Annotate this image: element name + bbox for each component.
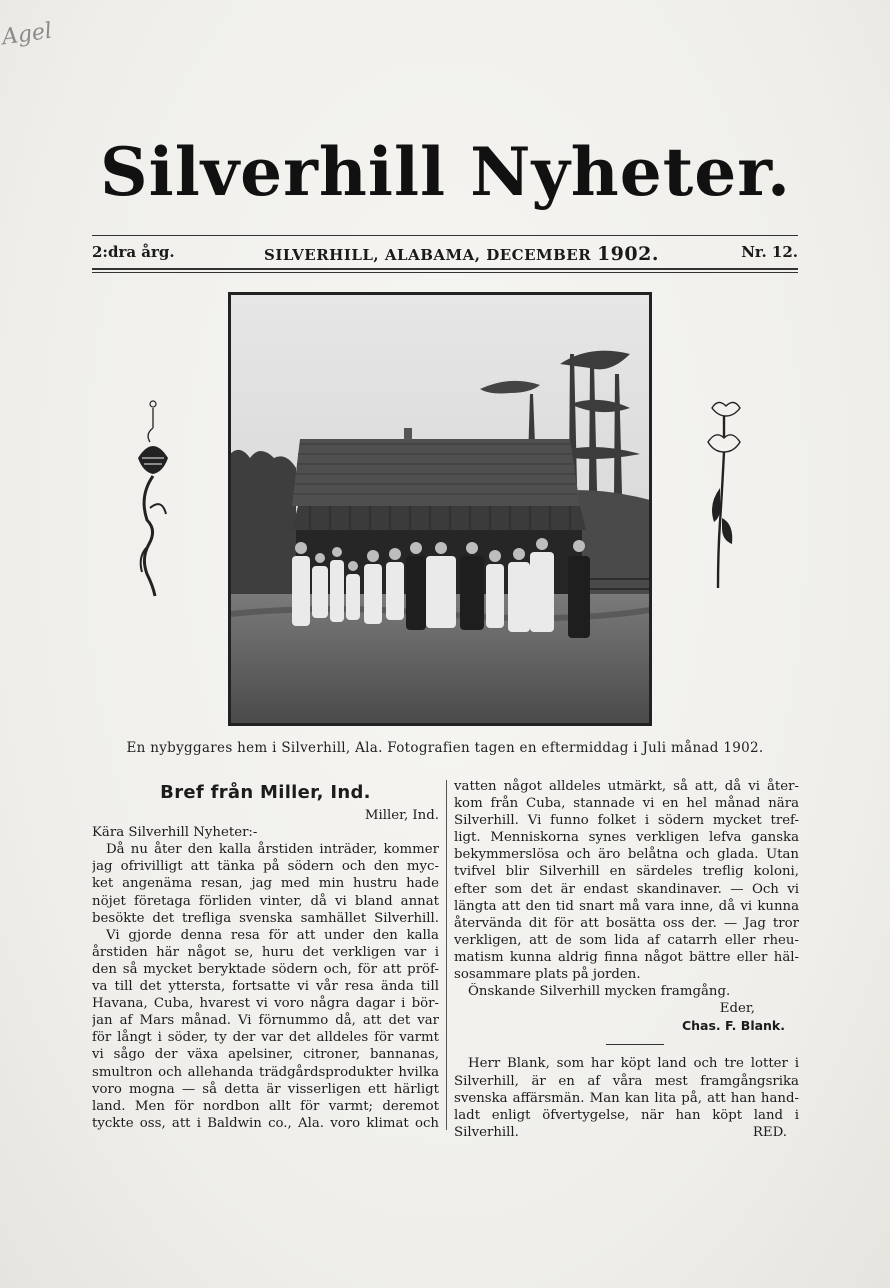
article-line: Vi gjorde denna resa för att under den kalla [106,927,439,943]
article-line: återvända dit för att bosätta oss der. — Jag tror [454,915,799,931]
article-title: Bref från Miller, Ind. [160,782,371,803]
article-line: jan af Mars månad. Vi förnummo då, att det var [92,1013,439,1029]
article-line: ligt. Menniskorna synes verkligen lefva ganska [454,830,799,846]
place-date-text: SILVERHILL, ALABAMA, DECEMBER [264,246,592,264]
section-divider [606,1044,664,1045]
settler-home-photograph [228,292,652,726]
photo-caption: En nybyggares hem i Silverhill, Ala. Fotografien tagen en eftermiddag i Juli månad 1902. [126,740,764,756]
masthead-title-first: Silverhill [100,133,447,211]
article-line: bekymmerslösa och äro belåtna och glada. Utan [454,847,799,863]
article-line: Havana, Cuba, hvarest vi voro några dagar i bör- [92,996,439,1012]
article-line: vi sågo der växa apelsiner, citroner, bannanas, [92,1047,439,1063]
article-line: tvifvel blir Silverhill en särdeles treflig koloni, [454,864,799,880]
article-line: för långt i söder, ty der var det alldeles för varmt [92,1030,439,1046]
article-line: längta att den tid snart må vara inne, då vi kunna [454,898,799,914]
article-line: Önskande Silverhill mycken framgång. [468,984,731,1000]
article-line: Då nu åter den kalla årstiden inträder, kommer [106,842,439,858]
article-signature: Chas. F. Blank. [681,1018,785,1034]
article-line: nöjet företaga förliden vinter, då vi bland annat [92,893,439,909]
dateline [92,243,798,265]
article-line: Kära Silverhill Nyheter:- [92,825,258,841]
article-line: matism kunna aldrig finna något bättre eller häl- [454,949,799,965]
notice-line: ladt enligt öfvertygelse, när han köpt land i [454,1107,799,1123]
article-line: voro mogna — så detta är visserligen ett härligt [92,1081,439,1097]
notice-last-line: Silverhill. [454,1124,519,1140]
article-line: den så mycket beryktade södern och, för att pröf- [92,961,439,977]
article-line: tyckte oss, att i Baldwin co., Ala. voro klimat och [92,1115,439,1131]
notice-signoff: RED. [752,1124,787,1140]
masthead [100,112,790,232]
article-line: sosammare plats på jorden. [454,967,641,983]
column-divider [446,780,447,1130]
article-line: verkligen, att de som lida af catarrh eller rheu- [454,932,799,948]
issue-number: Nr. 12. [741,243,798,261]
masthead-title-second: Nyheter. [470,133,791,211]
notice-line: svenska affärsmän. Man kan lita på, att han hand- [454,1090,799,1106]
notice-final-line [454,1124,799,1141]
masthead-rule-bottom [92,268,798,270]
article-line: jag ofrivilligt att tänka på södern och den myc- [92,859,439,875]
article-line: ket angenäma resan, jag med min hustru hade [92,876,439,892]
article-line: Silverhill. Vi funno folket i södern mycket tref- [454,813,799,829]
notice-line: Herr Blank, som har köpt land och tre lotter i [468,1056,799,1072]
year: 1902. [596,243,659,265]
article-line: vatten något alldeles utmärkt, så att, då vi åter- [454,779,799,794]
masthead-title [100,112,790,232]
article-line: besökte det trefliga svenska samhället Silverhill. [92,910,439,926]
masthead-rule-top [92,235,798,236]
article-closing: Eder, [719,1001,755,1017]
article-left-column [92,784,439,1132]
flourish-left-ornament [128,398,178,598]
article-line: efter som det är endast skandinaver. — Och vi [454,881,799,897]
article-right-column [454,778,799,1141]
flourish-right-ornament [700,398,750,598]
article-line: land. Men för nordbon allt för varmt; deremot [92,1098,439,1114]
pencil-annotation: Agel [0,18,54,51]
article-line: kom från Cuba, stannade vi en hel månad nära [454,796,799,812]
place-date [264,243,659,265]
volume-label: 2:dra årg. [92,243,175,261]
article-line: årstiden här något se, huru det verkligen var i [92,944,439,960]
masthead-rule-bottom-thin [92,272,798,273]
article-place: Miller, Ind. [364,808,439,824]
article-line: smultron och allehanda trädgårdsprodukter hvilka [92,1064,439,1080]
notice-line: Silverhill, är en af våra mest framgångsrika [454,1073,799,1089]
article-line: va till det yttersta, fortsatte vi vår resa ända till [92,979,439,995]
